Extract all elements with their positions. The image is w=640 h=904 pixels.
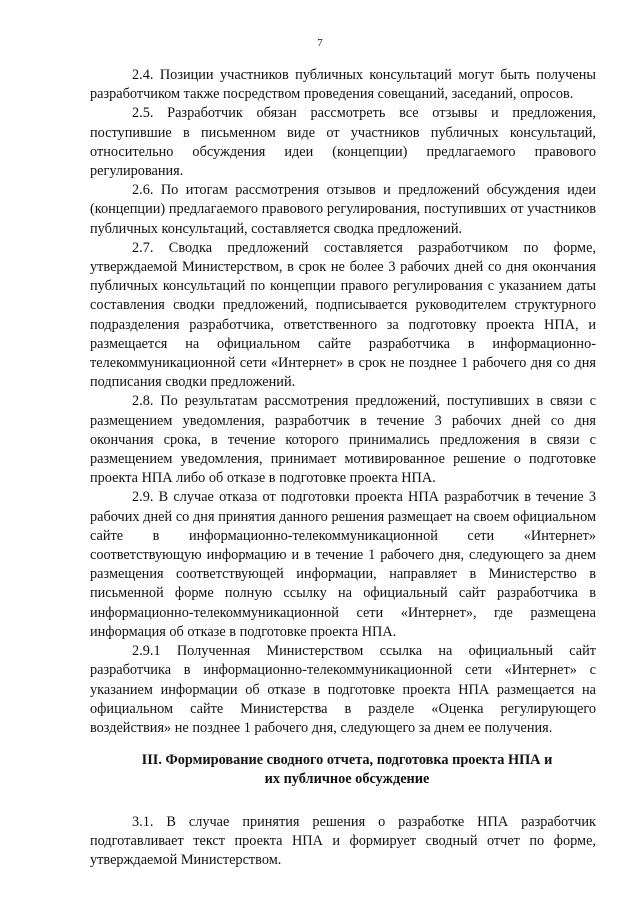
paragraph-2-9: 2.9. В случае отказа от подготовки проекта НПА разработчик в течение 3 рабочих дней со дня принятия данного решения размещает на своем официальном сайте в информационно-телекоммуникационной сети «Интернет» соответствующую информацию и в течение 1 рабочего дня, следующего за днем размещения соответствующей информации, направляет в Министерство в письменной форме полную ссылку на официальный сайт разработчика в информационно-телекоммуникационной сети «Интернет», где размещена информация об отказе в подготовке проекта НПА.	[90, 489, 596, 640]
section-heading-line-1: III. Формирование сводного отчета, подготовка проекта НПА и	[141, 752, 553, 769]
paragraph-2-6: 2.6. По итогам рассмотрения отзывов и предложений обсуждения идеи (концепции) предлагаемого правового регулирования, поступивших от участников публичных консультаций, составляется сводка предложений.	[90, 182, 596, 237]
paragraph-2-4: 2.4. Позиции участников публичных консультаций могут быть получены разработчиком также посредством проведения совещаний, заседаний, опросов.	[90, 67, 596, 103]
spacer	[90, 790, 596, 813]
paragraph-2-9-1: 2.9.1 Полученная Министерством ссылка на официальный сайт разработчика в информационно-телекоммуникационной сети «Интернет» с указанием информации об отказе в подготовке проекта НПА размещается на официальном сайте Министерства в разделе «Оценка регулирующего воздействия» не позднее 1 рабочего дня, следующего за днем ее получения.	[90, 643, 596, 736]
section-heading-line-2: их публичное обсуждение	[264, 771, 430, 788]
paragraph-2-5: 2.5. Разработчик обязан рассмотреть все отзывы и предложения, поступившие в письменном виде от участников публичных консультаций, относительно обсуждения идеи (концепции) предлагаемого правового регулирования.	[90, 105, 596, 180]
paragraph-2-7: 2.7. Сводка предложений составляется разработчиком по форме, утверждаемой Министерством, в срок не более 3 рабочих дней со дня окончания публичных консультаций по концепции правого регулирования с указанием даты составления сводки предложений, подписывается руководителем структурного подразделения разработчика, ответственного за подготовку проекта НПА, и размещается на официальном сайте разработчика в информационно-телекоммуникационной сети «Интернет» в срок не позднее 1 рабочего дня со дня подписания сводки предложений.	[90, 239, 596, 391]
paragraph-3-1: 3.1. В случае принятия решения о разработке НПА разработчик подготавливает текст проекта НПА и формирует сводный отчет по форме, утверждаемой Министерством.	[90, 813, 596, 868]
paragraph-2-8: 2.8. По результатам рассмотрения предложений, поступивших в связи с размещением уведомления, разработчик в течение 3 рабочих дней со дня окончания срока, в течение которого принимались предложения в связи с размещением уведомления, принимает мотивированное решение о подготовке проекта НПА либо об отказе в подготовке проекта НПА.	[90, 393, 596, 487]
page-number: 7	[317, 37, 323, 49]
spacer	[90, 738, 596, 751]
section-heading	[90, 751, 596, 789]
document-body	[90, 66, 596, 870]
